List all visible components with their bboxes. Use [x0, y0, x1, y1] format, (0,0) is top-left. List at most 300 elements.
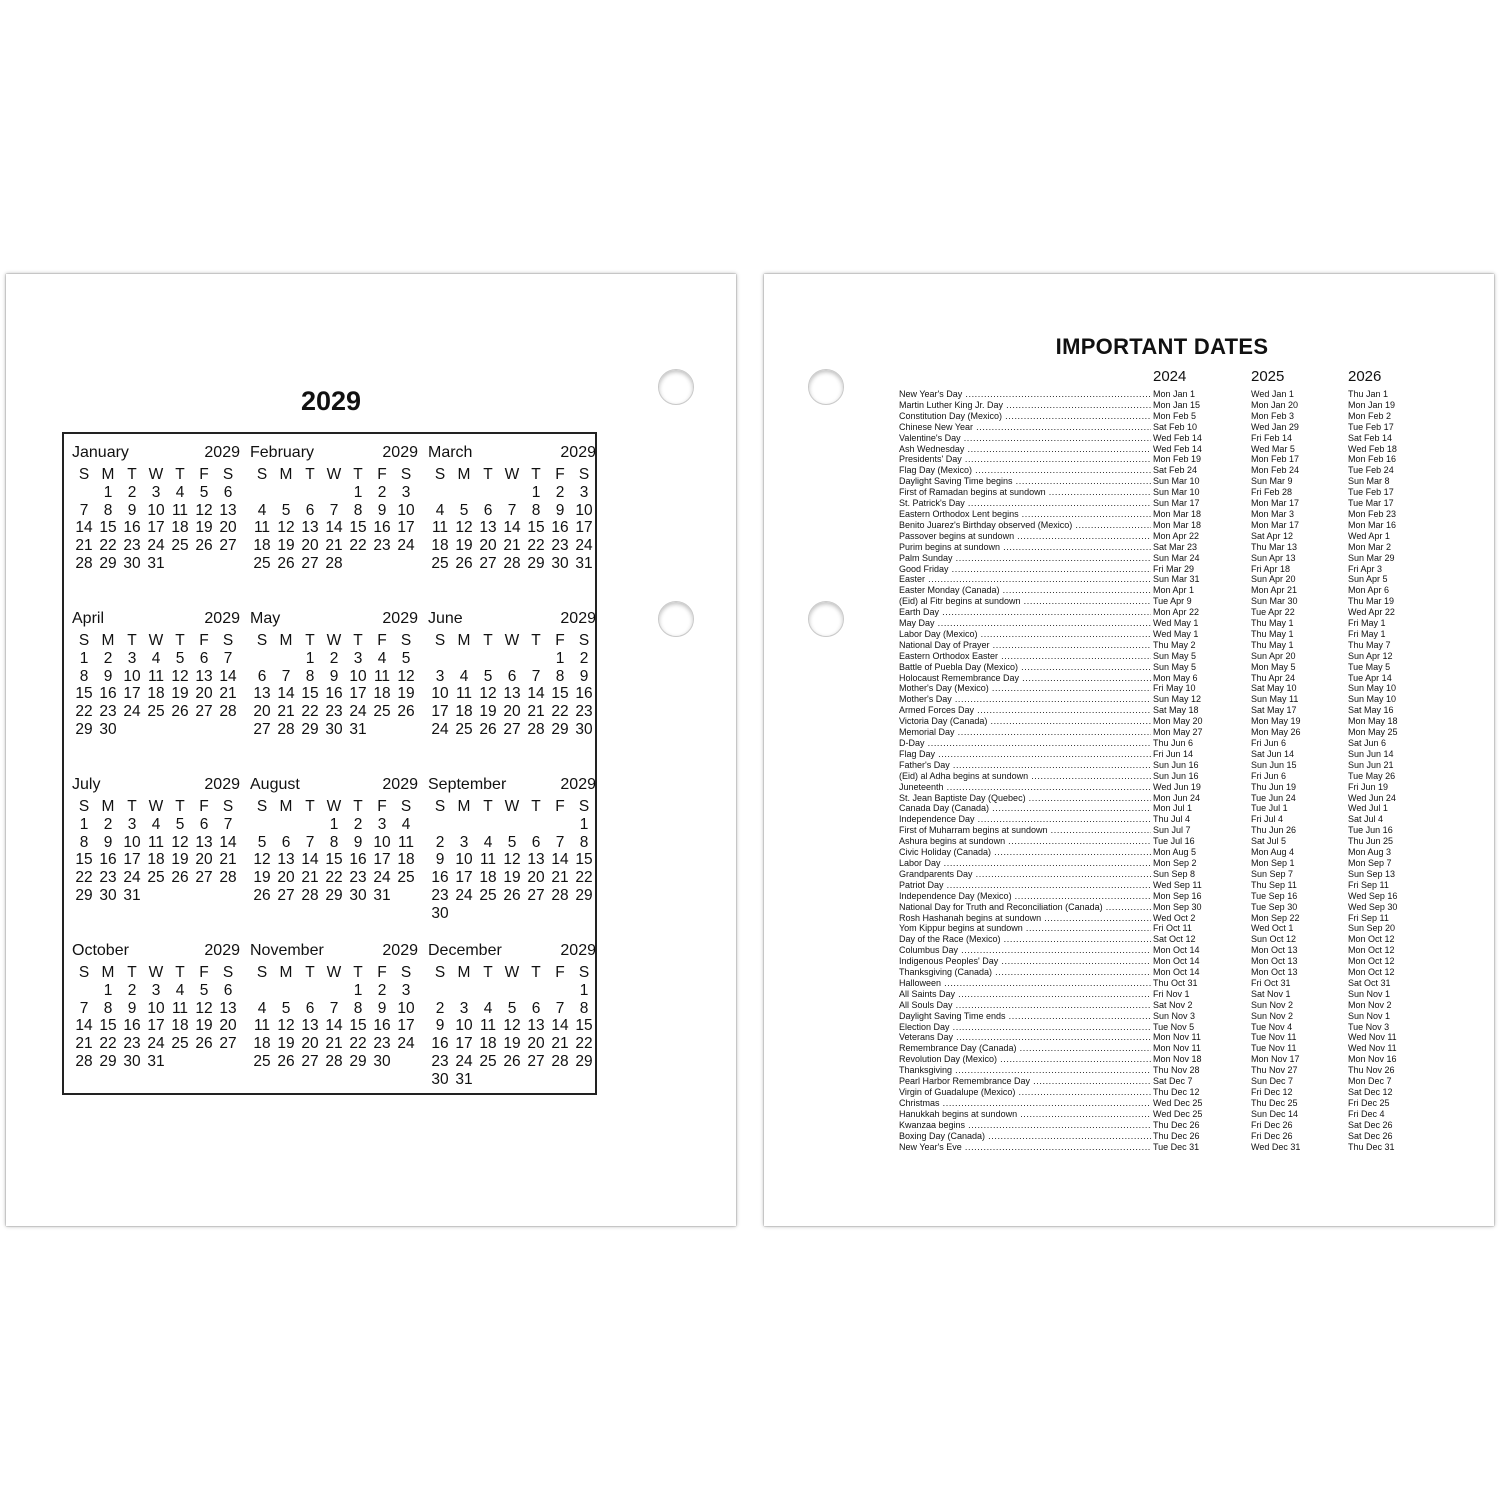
date-2026: Sun May 10	[1348, 694, 1397, 705]
day-number: 14	[219, 833, 237, 851]
day-number: 30	[551, 554, 569, 572]
day-number: 15	[575, 851, 593, 869]
day-number: 28	[503, 554, 521, 572]
day-number: 20	[527, 1035, 545, 1053]
month-february	[250, 444, 418, 604]
day-number: 21	[75, 537, 93, 555]
day-number: 18	[253, 537, 271, 555]
day-number: 18	[397, 851, 415, 869]
weekday-header: W	[326, 632, 342, 649]
event-label: Earth Day	[899, 607, 940, 618]
day-number: 19	[397, 685, 415, 703]
date-2025: Sun May 11	[1251, 694, 1299, 705]
event-name	[899, 956, 1151, 967]
date-2024: Mon Jan 1	[1153, 389, 1196, 399]
day-number: 22	[99, 1035, 117, 1053]
weekday-header: W	[326, 798, 342, 815]
empty-day-cell	[250, 650, 274, 668]
date-2025: Mon May 19	[1251, 716, 1301, 727]
day-number: 18	[479, 1035, 497, 1053]
date-2025: Sun Nov 2	[1251, 1010, 1294, 1021]
date-2026: Tue Nov 3	[1348, 1021, 1390, 1032]
important-date-row	[899, 673, 1419, 684]
weekday-header: S	[578, 964, 590, 981]
year-header-2: 2025	[1251, 368, 1285, 385]
day-number: 20	[301, 537, 319, 555]
day-number: 27	[195, 703, 213, 721]
event-name	[899, 1043, 1151, 1054]
important-date-row	[899, 858, 1419, 869]
day-number: 25	[479, 886, 497, 904]
date-2025: Tue Sep 16	[1251, 890, 1298, 901]
day-number: 7	[79, 999, 89, 1017]
weekday-header: W	[326, 466, 342, 483]
weekday-header: M	[457, 964, 471, 981]
event-label: Easter	[899, 574, 926, 585]
date-2025: Thu May 1	[1251, 618, 1294, 629]
day-number: 5	[175, 649, 185, 667]
weekday-header: T	[305, 964, 315, 981]
day-number: 11	[479, 1017, 497, 1035]
month-december	[428, 942, 596, 1102]
day-number: 31	[147, 1052, 165, 1070]
event-name	[899, 1131, 1151, 1142]
date-2024: Mon Apr 22	[1153, 607, 1200, 618]
date-2026: Fri Dec 4	[1348, 1108, 1385, 1119]
month-name: April	[72, 610, 105, 627]
weekday-header: S	[434, 964, 446, 981]
event-name	[899, 978, 1151, 989]
day-number: 12	[171, 833, 189, 851]
date-2025: Sat Apr 12	[1251, 530, 1294, 541]
day-number: 2	[103, 815, 113, 833]
day-number: 17	[147, 1017, 165, 1035]
date-2026: Sat Jun 6	[1348, 738, 1387, 748]
day-number: 9	[103, 833, 113, 851]
day-number: 3	[579, 483, 589, 501]
month-year: 2029	[560, 444, 596, 461]
weekday-header: S	[222, 466, 234, 483]
event-name	[899, 585, 1151, 596]
event-label: Eastern Orthodox Lent begins	[899, 508, 1019, 519]
day-number: 21	[325, 1035, 343, 1053]
event-name	[899, 1076, 1151, 1087]
date-2025: Thu May 1	[1251, 639, 1294, 650]
day-number: 2	[353, 815, 363, 833]
day-number: 27	[503, 720, 521, 738]
weekday-header: F	[377, 466, 387, 483]
day-number: 12	[195, 999, 213, 1017]
day-number: 28	[325, 1052, 343, 1070]
weekday-header: T	[127, 798, 137, 815]
day-number: 10	[349, 667, 367, 685]
event-label: Eastern Orthodox Easter	[899, 650, 999, 661]
date-2025: Sat May 17	[1251, 705, 1297, 716]
date-2024: Wed Oct 2	[1153, 912, 1196, 923]
day-number: 20	[479, 537, 497, 555]
event-label: Independence Day (Mexico)	[899, 890, 1012, 901]
day-number: 20	[301, 1035, 319, 1053]
day-number: 5	[199, 981, 209, 999]
important-date-row	[899, 967, 1419, 978]
event-label: First of Ramadan begins at sundown	[899, 487, 1046, 498]
day-number: 3	[401, 981, 411, 999]
event-label: (Eid) al Adha begins at sundown	[899, 770, 1029, 781]
weekday-header: S	[400, 798, 412, 815]
weekday-header: S	[434, 466, 446, 483]
weekday-header: T	[531, 964, 541, 981]
event-label: St. Patrick's Day	[899, 498, 965, 509]
weekday-header: F	[377, 964, 387, 981]
date-2025: Wed Jan 1	[1251, 389, 1294, 399]
day-number: 10	[123, 667, 141, 685]
month-july	[72, 776, 240, 936]
event-label: Daylight Saving Time ends	[899, 1010, 1006, 1021]
weekday-header: M	[279, 466, 293, 483]
weekday-header: F	[555, 798, 565, 815]
day-number: 20	[195, 851, 213, 869]
day-number: 16	[123, 519, 141, 537]
month-day-grid	[250, 632, 418, 739]
day-number: 9	[377, 501, 387, 519]
day-number: 30	[349, 886, 367, 904]
event-label: All Saints Day	[899, 988, 956, 999]
day-number: 15	[75, 851, 93, 869]
date-2024: Thu Nov 28	[1153, 1065, 1200, 1076]
event-name	[899, 596, 1151, 607]
important-date-row	[899, 749, 1419, 760]
event-label: Thanksgiving (Canada)	[899, 967, 993, 978]
month-april	[72, 610, 240, 770]
day-number: 8	[531, 501, 541, 519]
date-2026: Sun Nov 1	[1348, 1010, 1391, 1021]
month-name: March	[428, 444, 473, 461]
day-number: 28	[219, 869, 237, 887]
day-number: 9	[127, 999, 137, 1017]
important-date-row	[899, 662, 1419, 673]
event-name	[899, 411, 1151, 422]
event-label: D-Day	[899, 738, 925, 748]
empty-day-cell	[500, 816, 524, 834]
event-label: Victoria Day (Canada)	[899, 716, 988, 727]
day-number: 30	[123, 1052, 141, 1070]
day-number: 10	[123, 833, 141, 851]
day-number: 7	[305, 833, 315, 851]
day-number: 17	[373, 851, 391, 869]
event-name	[899, 683, 1151, 694]
date-2025: Sun Sep 7	[1251, 868, 1294, 879]
day-number: 11	[479, 851, 497, 869]
event-name	[899, 454, 1151, 465]
important-date-row	[899, 1054, 1419, 1065]
day-number: 21	[325, 537, 343, 555]
empty-day-cell	[274, 982, 298, 1000]
day-number: 23	[373, 537, 391, 555]
day-number: 21	[219, 851, 237, 869]
day-number: 4	[401, 815, 411, 833]
month-header	[428, 610, 596, 630]
date-2024: Mon Aug 5	[1153, 847, 1197, 858]
important-date-row	[899, 487, 1419, 498]
day-number: 5	[459, 501, 469, 519]
day-number: 14	[551, 1017, 569, 1035]
date-2025: Tue Nov 11	[1251, 1043, 1297, 1054]
event-name	[899, 967, 1151, 978]
day-number: 10	[397, 501, 415, 519]
month-year: 2029	[560, 776, 596, 793]
event-label: Valentine's Day	[899, 432, 961, 443]
day-number: 12	[253, 851, 271, 869]
day-number: 13	[479, 519, 497, 537]
day-number: 16	[99, 685, 117, 703]
day-number: 30	[373, 1052, 391, 1070]
empty-day-cell	[274, 650, 298, 668]
day-number: 21	[277, 703, 295, 721]
important-date-row	[899, 913, 1419, 924]
date-2026: Sun Jun 21	[1348, 759, 1394, 770]
day-number: 9	[353, 833, 363, 851]
important-date-row	[899, 847, 1419, 858]
important-date-row	[899, 989, 1419, 1000]
important-date-row	[899, 880, 1419, 891]
month-year: 2029	[560, 610, 596, 627]
date-2024: Wed Feb 14	[1153, 432, 1202, 443]
important-date-row	[899, 498, 1419, 509]
day-number: 7	[329, 999, 339, 1017]
event-name	[899, 803, 1151, 814]
event-name	[899, 934, 1151, 945]
event-label: Columbus Day	[899, 945, 959, 956]
event-label: Revolution Day (Mexico)	[899, 1054, 998, 1065]
day-number: 20	[527, 869, 545, 887]
date-2024: Mon Oct 14	[1153, 967, 1200, 978]
day-number: 19	[277, 1035, 295, 1053]
month-year: 2029	[382, 444, 418, 461]
event-name	[899, 1142, 1151, 1153]
day-number: 4	[175, 483, 185, 501]
date-2025: Mon Oct 13	[1251, 956, 1298, 967]
day-number: 30	[431, 904, 449, 922]
important-date-row	[899, 836, 1419, 847]
day-number: 13	[195, 667, 213, 685]
day-number: 23	[373, 1035, 391, 1053]
day-number: 7	[555, 833, 565, 851]
year-title: 2029	[300, 386, 362, 416]
day-number: 26	[253, 886, 271, 904]
important-date-row	[899, 520, 1419, 531]
day-number: 11	[455, 685, 473, 703]
date-2026: Mon Jan 19	[1348, 399, 1396, 410]
event-label: Patriot Day	[899, 879, 944, 890]
day-number: 21	[219, 685, 237, 703]
event-label: Election Day	[899, 1021, 950, 1032]
date-2024: Wed Dec 25	[1153, 1108, 1203, 1119]
date-2026: Mon Feb 23	[1348, 508, 1397, 519]
date-2025: Mon Feb 24	[1251, 465, 1300, 476]
date-2025: Mon Feb 3	[1251, 410, 1295, 421]
day-number: 27	[479, 554, 497, 572]
date-2024: Sun Mar 10	[1153, 487, 1200, 498]
day-number: 11	[431, 519, 449, 537]
day-number: 18	[147, 851, 165, 869]
day-number: 8	[555, 667, 565, 685]
date-2024: Sun Nov 3	[1153, 1010, 1196, 1021]
date-2026: Tue Feb 17	[1348, 421, 1394, 432]
month-year: 2029	[204, 444, 240, 461]
day-number: 25	[397, 869, 415, 887]
date-2024: Sat Dec 7	[1153, 1076, 1193, 1087]
event-name	[899, 1098, 1151, 1109]
event-label: Presidents' Day	[899, 454, 962, 465]
date-2026: Mon May 18	[1348, 716, 1398, 727]
day-number: 11	[373, 667, 391, 685]
day-number: 27	[219, 1035, 237, 1053]
date-2024: Mon Mar 18	[1153, 508, 1202, 519]
day-number: 18	[171, 519, 189, 537]
event-label: St. Jean Baptiste Day (Quebec)	[899, 792, 1026, 803]
date-2025: Mon Apr 21	[1251, 585, 1298, 596]
day-number: 17	[123, 851, 141, 869]
day-number: 26	[397, 703, 415, 721]
day-number: 27	[301, 554, 319, 572]
day-number: 30	[325, 720, 343, 738]
important-date-row	[899, 422, 1419, 433]
month-header	[72, 942, 240, 962]
month-day-grid	[250, 798, 418, 905]
event-label: Constitution Day (Mexico)	[899, 410, 1003, 421]
weekday-header: F	[555, 466, 565, 483]
day-number: 16	[99, 851, 117, 869]
date-2025: Fri Feb 14	[1251, 432, 1293, 443]
day-number: 27	[219, 537, 237, 555]
day-number: 30	[431, 1070, 449, 1088]
day-number: 27	[277, 886, 295, 904]
day-number: 29	[99, 554, 117, 572]
date-2024: Mon Nov 18	[1153, 1054, 1202, 1065]
important-date-row	[899, 465, 1419, 476]
month-may	[250, 610, 418, 770]
day-number: 27	[301, 1052, 319, 1070]
day-number: 8	[353, 501, 363, 519]
day-number: 13	[253, 685, 271, 703]
weekday-header: W	[148, 964, 164, 981]
day-number: 20	[219, 519, 237, 537]
day-number: 16	[123, 1017, 141, 1035]
date-2026: Sun Mar 8	[1348, 476, 1390, 487]
day-number: 29	[575, 886, 593, 904]
event-label: Mother's Day	[899, 694, 952, 705]
date-2024: Mon May 27	[1153, 727, 1203, 738]
day-number: 2	[555, 483, 565, 501]
day-number: 18	[253, 1035, 271, 1053]
date-2024: Wed May 1	[1153, 628, 1199, 639]
day-number: 2	[377, 981, 387, 999]
empty-day-cell	[428, 484, 452, 502]
day-number: 25	[431, 554, 449, 572]
day-number: 28	[325, 554, 343, 572]
weekday-header: M	[279, 798, 293, 815]
day-number: 26	[479, 720, 497, 738]
important-date-row	[899, 1000, 1419, 1011]
day-number: 16	[373, 1017, 391, 1035]
date-2024: Thu Dec 26	[1153, 1119, 1200, 1130]
event-name	[899, 553, 1151, 564]
day-number: 20	[195, 685, 213, 703]
event-name	[899, 400, 1151, 411]
empty-day-cell	[500, 982, 524, 1000]
event-name	[899, 716, 1151, 727]
empty-day-cell	[524, 650, 548, 668]
day-number: 17	[455, 1035, 473, 1053]
event-name	[899, 891, 1151, 902]
important-date-row	[899, 793, 1419, 804]
day-number: 1	[103, 981, 113, 999]
date-2026: Fri Sep 11	[1348, 879, 1389, 890]
empty-day-cell	[476, 982, 500, 1000]
day-number: 6	[531, 999, 541, 1017]
day-number: 7	[507, 501, 517, 519]
day-number: 24	[397, 537, 415, 555]
day-number: 23	[349, 869, 367, 887]
date-2026: Tue Mar 17	[1348, 498, 1394, 509]
day-number: 3	[151, 981, 161, 999]
event-label: Juneteenth	[899, 781, 944, 792]
day-number: 6	[223, 981, 233, 999]
weekday-header: S	[578, 466, 590, 483]
day-number: 13	[527, 1017, 545, 1035]
day-number: 1	[555, 649, 565, 667]
weekday-header: W	[504, 632, 520, 649]
empty-day-cell	[298, 982, 322, 1000]
day-number: 21	[527, 703, 545, 721]
weekday-header: S	[78, 632, 90, 649]
event-name	[899, 542, 1151, 553]
day-number: 9	[579, 667, 589, 685]
date-2026: Sun May 10	[1348, 683, 1397, 694]
weekday-header: T	[305, 466, 315, 483]
date-2025: Mon Oct 13	[1251, 967, 1298, 978]
important-date-row	[899, 683, 1419, 694]
day-number: 8	[305, 667, 315, 685]
day-number: 16	[575, 685, 593, 703]
month-day-grid	[72, 632, 240, 739]
day-number: 8	[103, 999, 113, 1017]
day-number: 8	[79, 833, 89, 851]
day-number: 3	[377, 815, 387, 833]
date-2025: Thu Mar 13	[1251, 541, 1298, 552]
day-number: 28	[301, 886, 319, 904]
day-number: 11	[397, 833, 415, 851]
day-number: 8	[79, 667, 89, 685]
date-2025: Sun Apr 20	[1251, 574, 1296, 585]
day-number: 8	[579, 833, 589, 851]
event-label: Father's Day	[899, 759, 950, 770]
important-date-row	[899, 902, 1419, 913]
empty-day-cell	[548, 816, 572, 834]
date-2025: Tue Jul 1	[1251, 803, 1288, 814]
weekday-header: T	[353, 798, 363, 815]
day-number: 23	[99, 869, 117, 887]
day-number: 30	[575, 720, 593, 738]
weekday-header: T	[531, 632, 541, 649]
day-number: 22	[551, 703, 569, 721]
important-date-row	[899, 705, 1419, 716]
weekday-header: S	[400, 632, 412, 649]
weekday-header: M	[101, 798, 115, 815]
important-date-row	[899, 727, 1419, 738]
weekday-header: S	[578, 798, 590, 815]
event-label: Day of the Race (Mexico)	[899, 934, 1001, 945]
